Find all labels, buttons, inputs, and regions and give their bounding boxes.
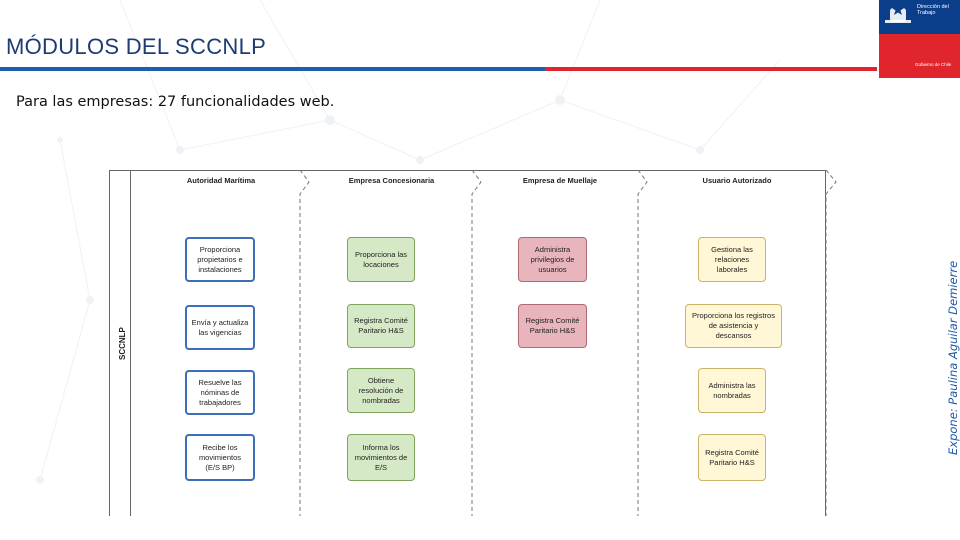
task-box: Gestiona las relaciones laborales [698, 237, 766, 282]
presenter-note: Expone: Paulina Aguilar Demierre [946, 260, 960, 455]
subtitle: Para las empresas: 27 funcionalidades web. [16, 94, 335, 110]
lane-header-empresa-concesionaria: Empresa Concesionaria [348, 176, 435, 185]
lane-header-autoridad-maritima: Autoridad Marítima [186, 176, 256, 185]
task-box: Obtiene resolución de nombradas [347, 368, 415, 413]
task-box: Proporciona propietarios e instalaciones [185, 237, 255, 282]
title-rule-red [545, 67, 877, 71]
task-box: Resuelve las nóminas de trabajadores [185, 370, 255, 415]
task-box: Proporciona los registros de asistencia y descansos [685, 304, 782, 348]
task-box: Registra Comité Paritario H&S [347, 304, 415, 348]
lane-header-empresa-muellaje: Empresa de Muellaje [522, 176, 598, 185]
coat-of-arms-icon [882, 2, 914, 28]
task-box: Administra las nombradas [698, 368, 766, 413]
task-box: Proporciona las locaciones [347, 237, 415, 282]
task-box: Administra privilegios de usuarios [518, 237, 587, 282]
process-diagram [109, 170, 839, 516]
task-box: Recibe los movimientos (E/S BP) [185, 434, 255, 481]
lane-header-usuario-autorizado: Usuario Autorizado [702, 176, 772, 185]
task-box: Registra Comité Paritario H&S [698, 434, 766, 481]
gov-footer: Gobierno de Chile [915, 62, 952, 67]
page-title: MÓDULOS DEL SCCNLP [6, 34, 267, 59]
task-box: Informa los movimientos de E/S [347, 434, 415, 481]
task-box: Registra Comité Paritario H&S [518, 304, 587, 348]
gov-name: Dirección del Trabajo [917, 4, 949, 16]
government-logo [879, 0, 960, 78]
task-box: Envía y actualiza las vigencias [185, 305, 255, 350]
title-rule-blue [0, 67, 545, 71]
pool-label: SCCNLP [118, 327, 127, 360]
